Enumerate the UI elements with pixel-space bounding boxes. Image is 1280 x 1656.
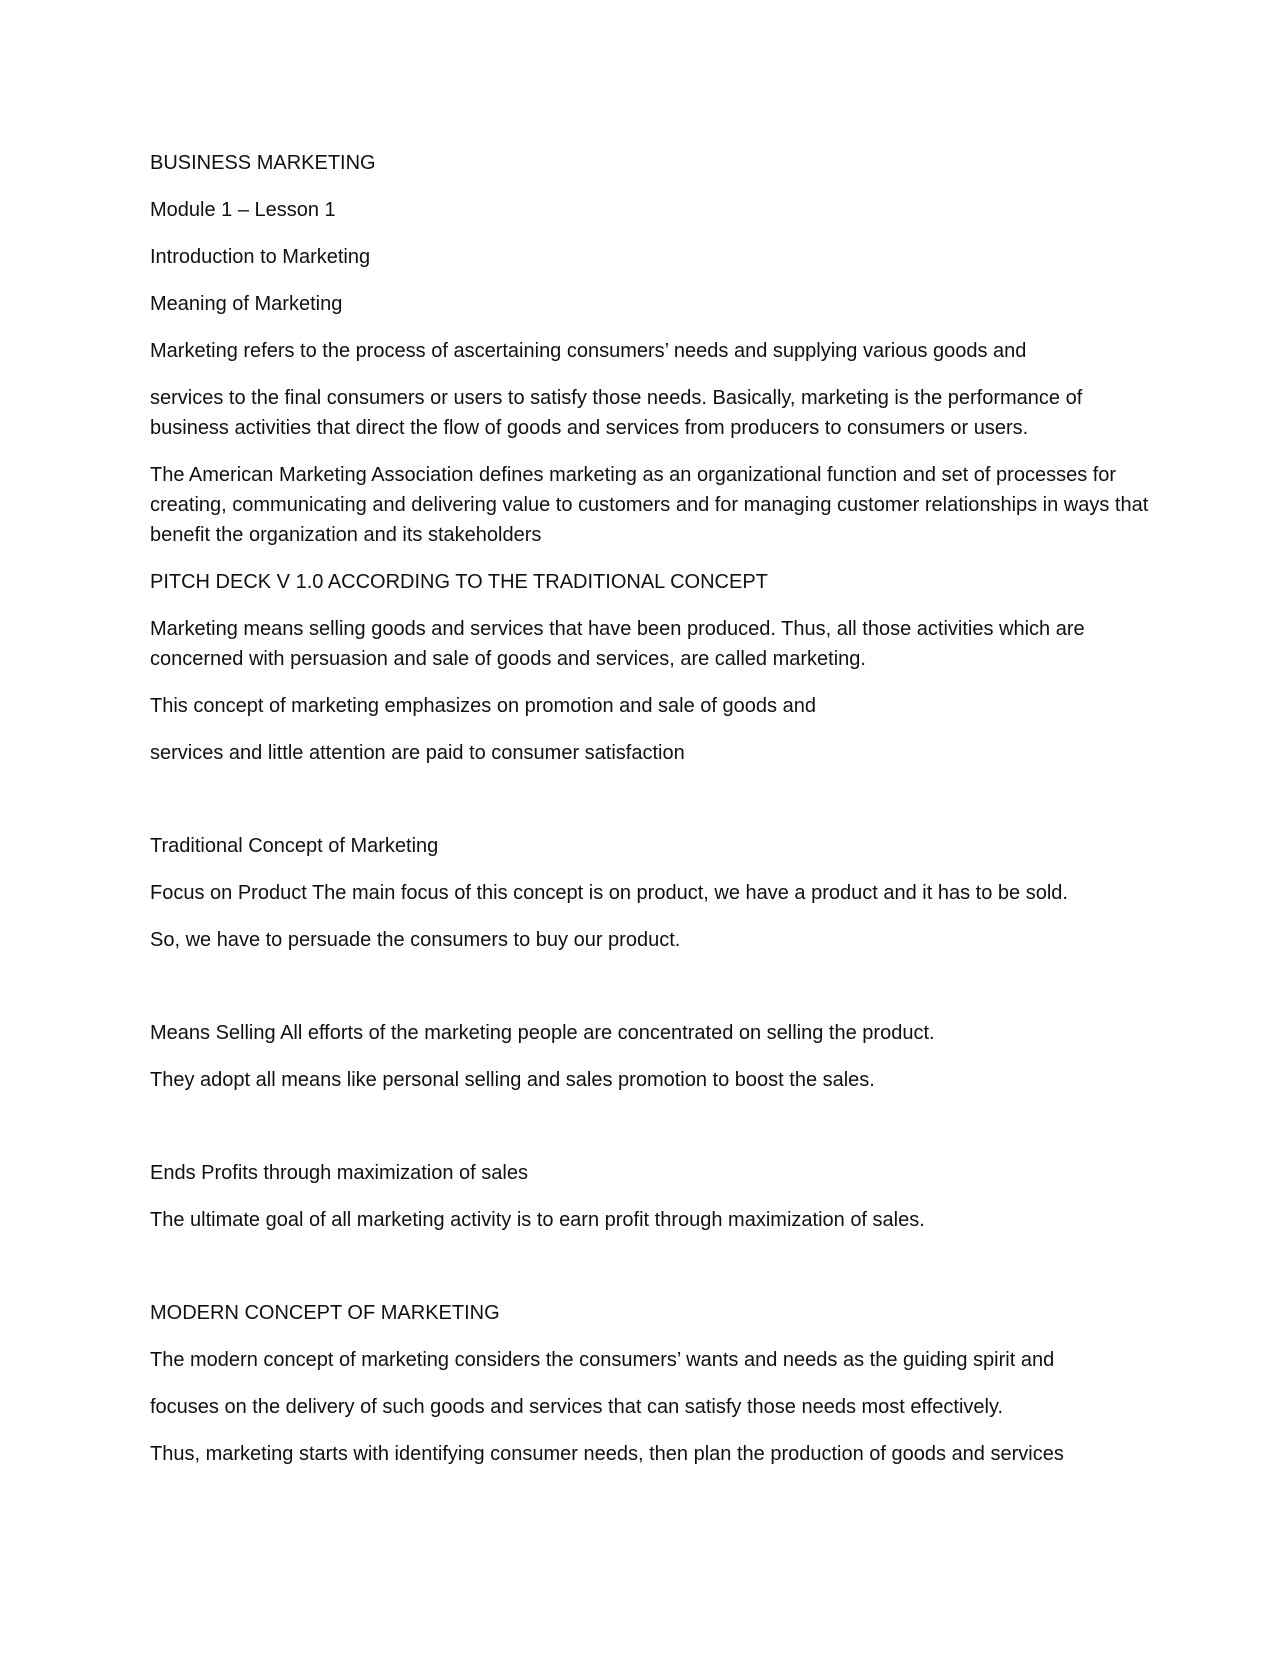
section-heading-modern: MODERN CONCEPT OF MARKETING <box>150 1302 500 1324</box>
document-body <box>150 148 1150 1486</box>
blank-line <box>150 972 1150 1018</box>
paragraph: services and little attention are paid to consumer satisfaction <box>150 742 685 764</box>
paragraph: focuses on the delivery of such goods and services that can satisfy those needs most effectively. <box>150 1396 1004 1418</box>
paragraph: This concept of marketing emphasizes on promotion and sale of goods and <box>150 695 816 717</box>
paragraph: The modern concept of marketing considers the consumers’ wants and needs as the guiding spirit and <box>150 1349 1055 1371</box>
paragraph: Ends Profits through maximization of sales <box>150 1162 528 1184</box>
paragraph: services to the final consumers or users to satisfy those needs. Basically, marketing is the performance of business activities that direct the flow of goods and services from producers to consumers or users. <box>150 387 1083 439</box>
paragraph: Focus on Product The main focus of this concept is on product, we have a product and it has to be sold. <box>150 882 1068 904</box>
blank-line <box>150 1252 1150 1298</box>
lesson-heading: Introduction to Marketing <box>150 246 371 268</box>
blank-line <box>150 1112 1150 1158</box>
blank-line <box>150 785 1150 831</box>
paragraph: Thus, marketing starts with identifying consumer needs, then plan the production of goods and services <box>150 1443 1064 1465</box>
paragraph: The ultimate goal of all marketing activity is to earn profit through maximization of sales. <box>150 1209 925 1231</box>
module-heading: Module 1 – Lesson 1 <box>150 199 336 221</box>
paragraph: So, we have to persuade the consumers to buy our product. <box>150 929 681 951</box>
section-heading-traditional-concept: Traditional Concept of Marketing <box>150 835 439 857</box>
paragraph: Marketing refers to the process of ascertaining consumers’ needs and supplying various goods and <box>150 340 1027 362</box>
paragraph: Marketing means selling goods and services that have been produced. Thus, all those activities which are concerned with persuasion and sale of goods and services, are called marketing. <box>150 618 1085 670</box>
paragraph: Means Selling All efforts of the marketing people are concentrated on selling the product. <box>150 1022 935 1044</box>
section-heading-traditional: PITCH DECK V 1.0 ACCORDING TO THE TRADITIONAL CONCEPT <box>150 571 768 593</box>
paragraph: They adopt all means like personal selling and sales promotion to boost the sales. <box>150 1069 875 1091</box>
section-heading-meaning: Meaning of Marketing <box>150 293 343 315</box>
document-title: BUSINESS MARKETING <box>150 152 376 174</box>
paragraph: The American Marketing Association defines marketing as an organizational function and set of processes for creating, communicating and delivering value to customers and for managing customer relationships in ways that benefit the organization and its stakeholders <box>150 464 1149 546</box>
